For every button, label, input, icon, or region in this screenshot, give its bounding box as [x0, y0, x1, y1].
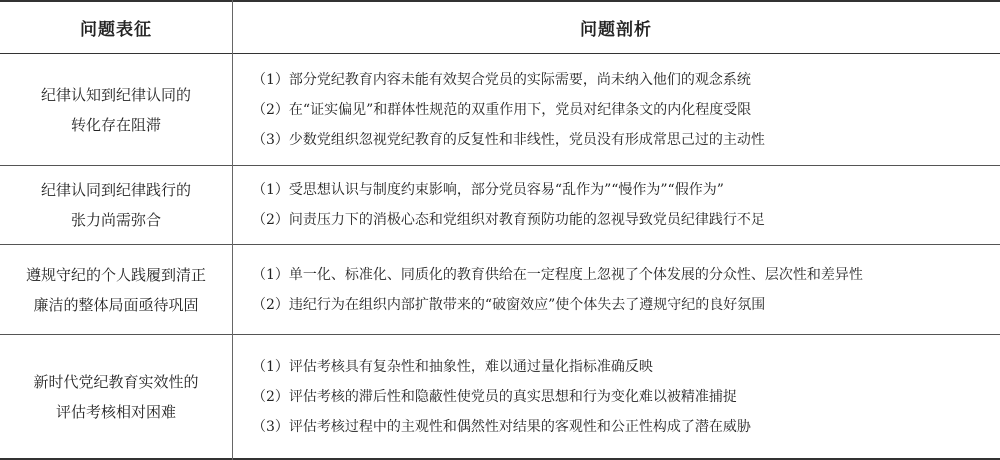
table-row	[0, 166, 1000, 245]
analysis-item: （2）在“证实偏见”和群体性规范的双重作用下，党员对纪律条文的内化程度受限	[252, 101, 752, 118]
header-problem-manifestation: 问题表征	[80, 19, 152, 40]
category-line: 评估考核相对困难	[55, 402, 176, 421]
header-problem-analysis: 问题剖析	[580, 19, 652, 40]
analysis-item: （2）问责压力下的消极心态和党组织对教育预防功能的忽视导致党员纪律践行不足	[252, 212, 765, 228]
row-category	[0, 166, 232, 244]
column-divider	[232, 0, 233, 460]
row-items	[252, 245, 992, 334]
category-line: 廉洁的整体局面亟待巩固	[33, 295, 199, 314]
row-category	[0, 245, 232, 334]
row-category	[0, 335, 232, 458]
row-category	[0, 54, 232, 165]
analysis-item: （1）评估考核具有复杂性和抽象性，难以通过量化指标准确反映	[252, 358, 653, 375]
analysis-item: （1）受思想认识与制度约束影响，部分党员容易“乱作为”“慢作为”“假作为”	[252, 182, 724, 198]
analysis-item: （1）部分党纪教育内容未能有效契合党员的实际需要，尚未纳入他们的观念系统	[252, 71, 751, 88]
category-line: 纪律认知到纪律认同的	[40, 85, 191, 104]
analysis-item: （2）评估考核的滞后性和隐蔽性使党员的真实思想和行为变化难以被精准捕捉	[252, 388, 737, 405]
table-row	[0, 335, 1000, 460]
analysis-item: （3）评估考核过程中的主观性和偶然性对结果的客观性和公正性构成了潜在威胁	[252, 418, 751, 435]
category-line: 新时代党纪教育实效性的	[33, 372, 199, 391]
row-items	[252, 335, 992, 458]
table-header	[0, 0, 1000, 54]
table-row	[0, 245, 1000, 335]
row-items	[252, 54, 992, 165]
analysis-item: （3）少数党组织忽视党纪教育的反复性和非线性，党员没有形成常思己过的主动性	[252, 131, 765, 148]
category-line: 转化存在阻滞	[70, 115, 161, 134]
row-items	[252, 166, 992, 244]
category-line: 张力尚需弥合	[70, 211, 161, 229]
analysis-item: （1）单一化、标准化、同质化的教育供给在一定程度上忽视了个体发展的分众性、层次性和差异性	[252, 266, 863, 283]
category-line: 遵规守纪的个人践履到清正	[25, 265, 206, 284]
table-row	[0, 54, 1000, 166]
category-line: 纪律认同到纪律践行的	[40, 181, 191, 199]
analysis-item: （2）违纪行为在组织内部扩散带来的“破窗效应”使个体失去了遵规守纪的良好氛围	[252, 296, 766, 313]
